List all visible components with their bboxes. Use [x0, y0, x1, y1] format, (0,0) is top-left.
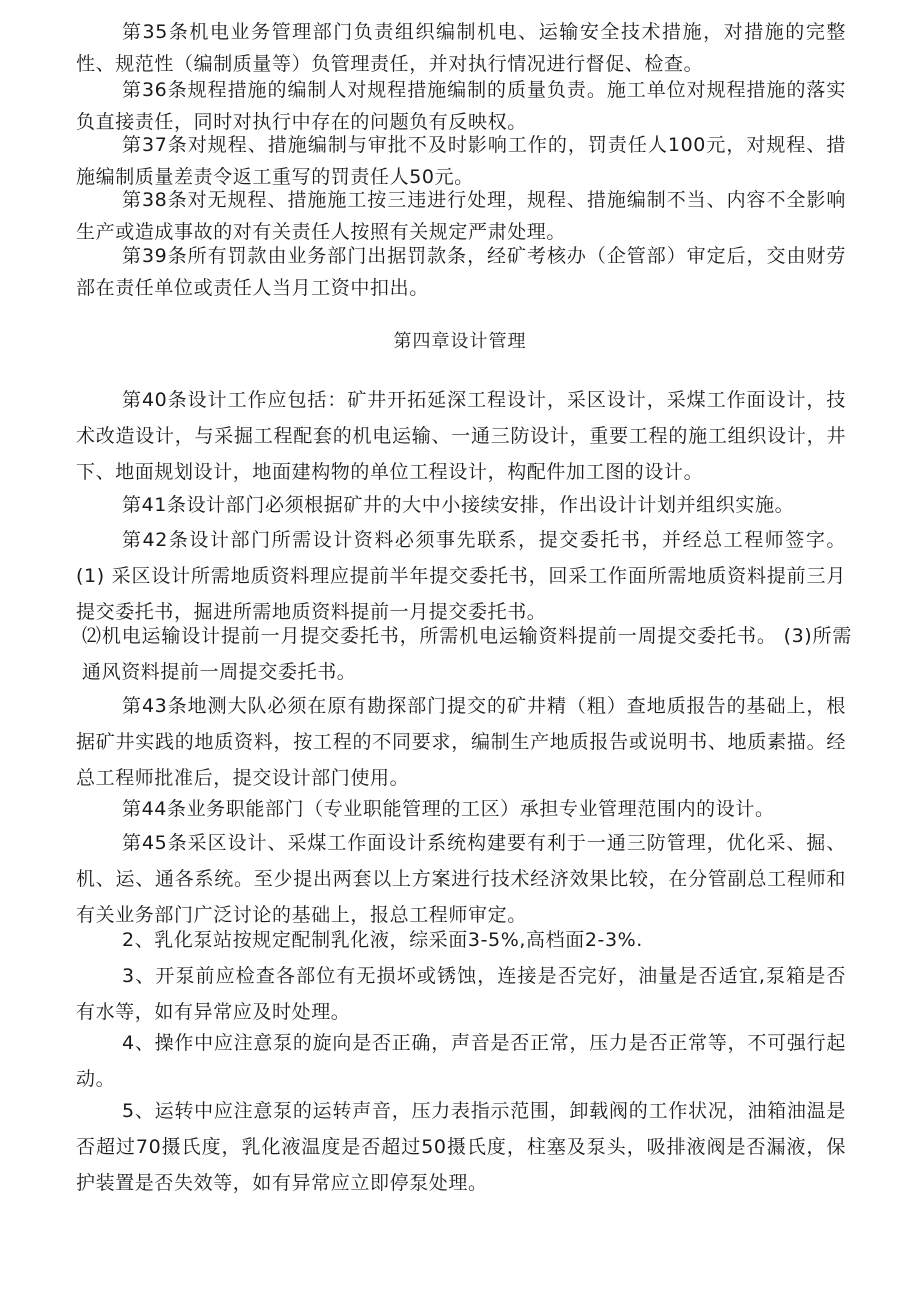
article-38: 第38条对无规程、措施施工按三违进行处理，规程、措施编制不当、内容不全影响生产或造成事故的对有关责任人按照有关规定严肃处理。: [76, 189, 846, 243]
article-42: 第42条设计部门所需设计资料必须事先联系，提交委托书，并经总工程师签字。 (1) 采区设计所需地质资料理应提前半年提交委托书，回采工作面所需地质资料提前三月提交委托书，掘进所需地质资料提前一月提交委托书。: [76, 529, 846, 623]
article-43: 第43条地测大队必须在原有勘探部门提交的矿井精（粗）查地质报告的基础上，根据矿井实践的地质资料，按工程的不同要求，编制生产地质报告或说明书、地质素描。经总工程师批准后，提交设计部门使用。: [76, 695, 846, 789]
article-41: 第41条设计部门必须根据矿井的大中小接续安排，作出设计计划并组织实施。: [122, 494, 795, 516]
article-36: 第36条规程措施的编制人对规程措施编制的质量负责。施工单位对规程措施的落实负直接责任，同时对执行中存在的问题负有反映权。: [76, 79, 846, 133]
article-42-continued: ⑵机电运输设计提前一月提交委托书，所需机电运输资料提前一周提交委托书。 (3)所需通风资料提前一周提交委托书。: [82, 625, 852, 683]
article-39: 第39条所有罚款由业务部门出据罚款条，经矿考核办（企管部）审定后，交由财劳部在责任单位或责任人当月工资中扣出。: [76, 245, 846, 299]
article-37: 第37条对规程、措施编制与审批不及时影响工作的，罚责任人100元，对规程、措施编制质量差责令返工重写的罚责任人50元。: [76, 134, 846, 188]
list-item-2: 2、乳化泵站按规定配制乳化液，综采面3-5%,高档面2-3%.: [122, 929, 643, 951]
article-35: 第35条机电业务管理部门负责组织编制机电、运输安全技术措施，对措施的完整性、规范性（编制质量等）负管理责任，并对执行情况进行督促、检查。: [76, 21, 846, 75]
list-item-5: 5、运转中应注意泵的运转声音，压力表指示范围，卸载阀的工作状况，油箱油温是否超过70摄氏度，乳化液温度是否超过50摄氏度，柱塞及泵头，吸排液阀是否漏液，保护装置是否失效等，如有异常应立即停泵处理。: [76, 1100, 846, 1194]
article-44: 第44条业务职能部门（专业职能管理的工区）承担专业管理范围内的设计。: [122, 798, 775, 820]
list-item-4: 4、操作中应注意泵的旋向是否正确，声音是否正常，压力是否正常等，不可强行起动。: [76, 1032, 846, 1090]
article-45: 第45条采区设计、采煤工作面设计系统构建要有利于一通三防管理，优化采、掘、机、运、通各系统。至少提出两套以上方案进行技术经济效果比较，在分管副总工程师和有关业务部门广泛讨论的基础上，报总工程师审定。: [76, 832, 846, 926]
chapter-heading: 第四章设计管理: [393, 331, 527, 352]
list-item-3: 3、开泵前应检查各部位有无损坏或锈蚀，连接是否完好，油量是否适宜,泵箱是否有水等，如有异常应及时处理。: [76, 965, 846, 1023]
article-40: 第40条设计工作应包括：矿井开拓延深工程设计，采区设计，采煤工作面设计，技术改造设计，与采掘工程配套的机电运输、一通三防设计，重要工程的施工组织设计，井下、地面规划设计，地面建构物的单位工程设计，构配件加工图的设计。: [76, 389, 846, 483]
